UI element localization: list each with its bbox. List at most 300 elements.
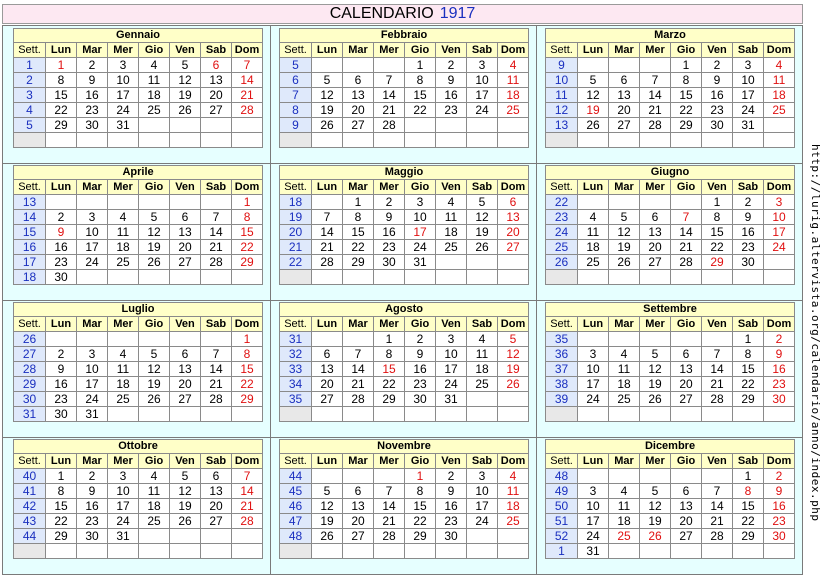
day-cell: 4 (764, 58, 795, 73)
day-cell (640, 469, 671, 484)
day-cell (609, 332, 640, 347)
week-number: 26 (14, 332, 46, 347)
day-cell: 18 (609, 377, 640, 392)
weekday-header: Dom (764, 180, 795, 195)
week-number: 46 (280, 499, 312, 514)
day-cell: 31 (733, 118, 764, 133)
day-cell (733, 544, 764, 559)
day-cell: 17 (578, 377, 609, 392)
day-cell: 26 (139, 392, 170, 407)
week-number-header: Sett. (14, 454, 46, 469)
day-cell (405, 544, 436, 559)
day-cell (343, 407, 374, 422)
week-row (14, 514, 263, 529)
day-cell: 14 (201, 225, 232, 240)
week-number (280, 133, 312, 148)
day-cell: 30 (374, 255, 405, 270)
day-cell: 4 (498, 58, 529, 73)
day-cell: 10 (77, 225, 108, 240)
day-cell: 19 (139, 240, 170, 255)
day-cell (46, 544, 77, 559)
day-cell: 16 (702, 88, 733, 103)
day-cell: 15 (46, 499, 77, 514)
day-cell (764, 133, 795, 148)
weekday-header: Mer (640, 317, 671, 332)
weekday-header: Ven (170, 317, 201, 332)
day-cell (139, 544, 170, 559)
day-cell: 3 (467, 58, 498, 73)
day-cell (343, 544, 374, 559)
day-cell: 23 (46, 392, 77, 407)
day-cell (671, 133, 702, 148)
week-row (280, 484, 529, 499)
day-cell (764, 118, 795, 133)
week-row (280, 407, 529, 422)
week-row (546, 255, 795, 270)
day-cell: 14 (343, 362, 374, 377)
week-row (546, 118, 795, 133)
week-row (14, 195, 263, 210)
day-cell: 2 (436, 58, 467, 73)
day-cell: 13 (343, 88, 374, 103)
day-cell: 10 (436, 347, 467, 362)
week-row (280, 270, 529, 285)
day-cell (467, 133, 498, 148)
day-cell (232, 118, 263, 133)
day-cell: 5 (312, 484, 343, 499)
day-cell (467, 407, 498, 422)
day-cell (498, 133, 529, 148)
day-cell: 1 (343, 195, 374, 210)
day-cell: 16 (436, 499, 467, 514)
month-calendar (13, 165, 263, 285)
grid-divider (3, 300, 802, 301)
week-row (546, 347, 795, 362)
day-cell: 13 (312, 362, 343, 377)
day-cell: 8 (405, 73, 436, 88)
day-cell: 22 (405, 514, 436, 529)
day-cell: 12 (498, 347, 529, 362)
day-cell: 21 (374, 514, 405, 529)
day-cell (467, 544, 498, 559)
day-cell: 9 (46, 225, 77, 240)
weekday-header: Lun (312, 454, 343, 469)
day-cell: 13 (640, 225, 671, 240)
day-cell: 22 (671, 103, 702, 118)
day-cell (312, 195, 343, 210)
day-cell: 20 (170, 240, 201, 255)
day-cell (232, 529, 263, 544)
week-number-header: Sett. (14, 180, 46, 195)
day-cell: 10 (764, 210, 795, 225)
day-cell (764, 544, 795, 559)
day-cell: 16 (46, 377, 77, 392)
day-cell: 27 (170, 255, 201, 270)
day-cell: 2 (46, 347, 77, 362)
week-row (280, 544, 529, 559)
day-cell: 9 (77, 73, 108, 88)
day-cell: 4 (609, 484, 640, 499)
day-cell: 14 (232, 73, 263, 88)
day-cell: 10 (405, 210, 436, 225)
day-cell (77, 544, 108, 559)
weekday-header: Mar (343, 454, 374, 469)
day-cell: 19 (640, 514, 671, 529)
day-cell: 2 (702, 58, 733, 73)
day-cell: 3 (733, 58, 764, 73)
day-cell: 13 (170, 362, 201, 377)
day-cell (77, 133, 108, 148)
day-cell (640, 133, 671, 148)
weekday-header: Ven (170, 180, 201, 195)
day-cell (578, 407, 609, 422)
day-cell: 28 (702, 529, 733, 544)
day-cell: 24 (467, 103, 498, 118)
day-cell: 13 (201, 73, 232, 88)
week-number: 49 (546, 484, 578, 499)
weekday-header: Mar (609, 180, 640, 195)
day-cell: 24 (405, 240, 436, 255)
day-cell: 17 (578, 514, 609, 529)
day-cell: 19 (170, 499, 201, 514)
day-cell (498, 270, 529, 285)
day-cell (343, 270, 374, 285)
day-cell: 22 (232, 377, 263, 392)
day-cell: 23 (405, 377, 436, 392)
day-cell: 18 (139, 88, 170, 103)
day-cell: 26 (498, 377, 529, 392)
week-number: 39 (546, 392, 578, 407)
day-cell: 21 (232, 88, 263, 103)
day-cell: 8 (374, 347, 405, 362)
week-row (546, 484, 795, 499)
day-cell (108, 270, 139, 285)
weekday-header: Mar (77, 43, 108, 58)
day-cell: 28 (343, 392, 374, 407)
weekday-header: Mar (609, 317, 640, 332)
day-cell (498, 544, 529, 559)
week-row (546, 377, 795, 392)
day-cell: 1 (405, 469, 436, 484)
week-number: 36 (546, 347, 578, 362)
day-cell: 19 (170, 88, 201, 103)
day-cell: 25 (609, 392, 640, 407)
day-cell: 3 (764, 195, 795, 210)
day-cell: 24 (764, 240, 795, 255)
weekday-header: Sab (467, 43, 498, 58)
day-cell: 26 (467, 240, 498, 255)
day-cell: 11 (498, 484, 529, 499)
day-cell: 23 (77, 103, 108, 118)
week-number: 31 (280, 332, 312, 347)
day-cell: 28 (374, 529, 405, 544)
weekday-header: Sab (733, 180, 764, 195)
week-number-header: Sett. (280, 180, 312, 195)
week-row (280, 103, 529, 118)
day-cell (108, 407, 139, 422)
day-cell: 11 (609, 362, 640, 377)
weekday-header: Ven (436, 454, 467, 469)
day-cell (671, 332, 702, 347)
day-cell (108, 195, 139, 210)
week-number: 51 (546, 514, 578, 529)
week-row (546, 133, 795, 148)
month-calendar (13, 302, 263, 422)
day-cell: 24 (108, 103, 139, 118)
week-number (14, 544, 46, 559)
day-cell: 26 (170, 103, 201, 118)
day-cell: 3 (108, 469, 139, 484)
weekday-header: Ven (436, 43, 467, 58)
day-cell: 7 (374, 73, 405, 88)
day-cell (467, 529, 498, 544)
day-cell (640, 270, 671, 285)
day-cell: 6 (312, 347, 343, 362)
day-cell (702, 270, 733, 285)
day-cell (702, 544, 733, 559)
day-cell: 10 (108, 484, 139, 499)
weekday-header: Sab (467, 454, 498, 469)
day-cell (139, 118, 170, 133)
day-cell: 11 (436, 210, 467, 225)
weekday-header: Gio (405, 317, 436, 332)
week-row (280, 347, 529, 362)
day-cell: 6 (609, 73, 640, 88)
day-cell (312, 469, 343, 484)
week-row (14, 544, 263, 559)
week-number: 24 (546, 225, 578, 240)
day-cell: 13 (671, 362, 702, 377)
day-cell: 9 (702, 73, 733, 88)
week-number-header: Sett. (280, 317, 312, 332)
day-cell: 7 (702, 347, 733, 362)
week-row (546, 392, 795, 407)
week-number: 22 (280, 255, 312, 270)
day-cell (609, 133, 640, 148)
day-cell: 24 (436, 377, 467, 392)
week-number (546, 407, 578, 422)
day-cell: 12 (139, 225, 170, 240)
day-cell: 4 (467, 332, 498, 347)
day-cell: 20 (671, 377, 702, 392)
day-cell: 8 (405, 484, 436, 499)
weekday-header: Mar (609, 454, 640, 469)
day-cell: 29 (232, 255, 263, 270)
week-number: 52 (546, 529, 578, 544)
day-cell: 6 (201, 58, 232, 73)
day-cell: 14 (232, 484, 263, 499)
day-cell: 7 (232, 469, 263, 484)
day-cell: 28 (232, 514, 263, 529)
week-number: 21 (280, 240, 312, 255)
day-cell: 6 (343, 73, 374, 88)
day-cell: 22 (733, 514, 764, 529)
weekday-header: Gio (671, 317, 702, 332)
week-number: 44 (14, 529, 46, 544)
day-cell: 3 (77, 210, 108, 225)
week-row (546, 270, 795, 285)
day-cell: 2 (764, 332, 795, 347)
week-row (14, 88, 263, 103)
day-cell: 11 (609, 499, 640, 514)
day-cell: 23 (436, 514, 467, 529)
week-row (14, 73, 263, 88)
day-cell: 6 (343, 484, 374, 499)
day-cell: 17 (77, 240, 108, 255)
day-cell: 9 (77, 484, 108, 499)
day-cell: 7 (640, 73, 671, 88)
day-cell: 25 (578, 255, 609, 270)
week-row (546, 499, 795, 514)
weekday-header: Mer (108, 454, 139, 469)
week-row (14, 103, 263, 118)
day-cell: 30 (77, 118, 108, 133)
weekday-header: Dom (498, 43, 529, 58)
day-cell: 24 (77, 392, 108, 407)
day-cell: 28 (671, 255, 702, 270)
day-cell: 30 (764, 529, 795, 544)
day-cell: 5 (467, 195, 498, 210)
day-cell (46, 195, 77, 210)
day-cell (640, 332, 671, 347)
day-cell: 29 (343, 255, 374, 270)
day-cell: 27 (609, 118, 640, 133)
day-cell: 29 (46, 529, 77, 544)
week-row (280, 392, 529, 407)
day-cell: 2 (405, 332, 436, 347)
day-cell (578, 270, 609, 285)
day-cell: 19 (640, 377, 671, 392)
week-number: 16 (14, 240, 46, 255)
weekday-header: Gio (139, 43, 170, 58)
month-name: Luglio (14, 303, 263, 317)
day-cell: 3 (436, 332, 467, 347)
week-row (280, 195, 529, 210)
weekday-header: Gio (671, 454, 702, 469)
day-cell: 19 (609, 240, 640, 255)
day-cell: 20 (671, 514, 702, 529)
day-cell (343, 332, 374, 347)
weekday-header: Dom (498, 180, 529, 195)
day-cell (609, 270, 640, 285)
day-cell: 23 (764, 377, 795, 392)
day-cell (374, 133, 405, 148)
day-cell (498, 407, 529, 422)
day-cell: 14 (374, 88, 405, 103)
day-cell: 20 (609, 103, 640, 118)
day-cell: 14 (671, 225, 702, 240)
weekday-header: Sab (467, 180, 498, 195)
day-cell: 13 (343, 499, 374, 514)
day-cell (139, 133, 170, 148)
week-number: 9 (280, 118, 312, 133)
week-row (546, 73, 795, 88)
day-cell (733, 133, 764, 148)
week-row (280, 118, 529, 133)
day-cell: 25 (764, 103, 795, 118)
week-number: 3 (14, 88, 46, 103)
day-cell: 27 (343, 118, 374, 133)
day-cell: 16 (46, 240, 77, 255)
weekday-header: Mar (609, 43, 640, 58)
day-cell: 16 (436, 88, 467, 103)
day-cell: 9 (405, 347, 436, 362)
day-cell (46, 332, 77, 347)
week-number: 6 (280, 73, 312, 88)
day-cell: 13 (609, 88, 640, 103)
week-number-header: Sett. (546, 317, 578, 332)
weekday-header: Lun (578, 317, 609, 332)
day-cell: 4 (436, 195, 467, 210)
day-cell: 7 (343, 347, 374, 362)
weekday-header: Mar (77, 454, 108, 469)
weekday-header: Lun (46, 317, 77, 332)
day-cell: 28 (201, 255, 232, 270)
weekday-header: Sab (733, 43, 764, 58)
day-cell: 7 (201, 347, 232, 362)
week-number: 50 (546, 499, 578, 514)
week-number: 34 (280, 377, 312, 392)
day-cell: 5 (139, 347, 170, 362)
day-cell: 9 (436, 484, 467, 499)
month-name: Aprile (14, 166, 263, 180)
day-cell: 15 (702, 225, 733, 240)
day-cell: 21 (343, 377, 374, 392)
week-number-header: Sett. (14, 317, 46, 332)
day-cell: 29 (232, 392, 263, 407)
day-cell: 24 (108, 514, 139, 529)
week-number: 11 (546, 88, 578, 103)
day-cell (170, 195, 201, 210)
day-cell: 11 (467, 347, 498, 362)
day-cell: 12 (467, 210, 498, 225)
day-cell (201, 270, 232, 285)
day-cell: 19 (312, 103, 343, 118)
day-cell: 19 (467, 225, 498, 240)
day-cell (671, 195, 702, 210)
week-row (14, 118, 263, 133)
day-cell: 11 (108, 362, 139, 377)
week-row (546, 88, 795, 103)
day-cell: 25 (498, 103, 529, 118)
day-cell: 24 (578, 392, 609, 407)
day-cell: 20 (312, 377, 343, 392)
day-cell: 10 (77, 362, 108, 377)
day-cell (671, 544, 702, 559)
month-name: Giugno (546, 166, 795, 180)
week-number: 48 (280, 529, 312, 544)
day-cell: 27 (343, 529, 374, 544)
week-number: 45 (280, 484, 312, 499)
day-cell (77, 270, 108, 285)
day-cell: 16 (764, 362, 795, 377)
day-cell: 7 (671, 210, 702, 225)
day-cell: 21 (201, 240, 232, 255)
week-number: 30 (14, 392, 46, 407)
day-cell: 13 (671, 499, 702, 514)
day-cell: 18 (498, 88, 529, 103)
weekday-header: Lun (578, 43, 609, 58)
weekday-header: Sab (201, 317, 232, 332)
day-cell: 19 (578, 103, 609, 118)
day-cell: 9 (46, 362, 77, 377)
day-cell: 25 (467, 377, 498, 392)
weekday-header: Mar (77, 317, 108, 332)
day-cell (170, 332, 201, 347)
day-cell: 12 (640, 362, 671, 377)
day-cell (139, 270, 170, 285)
day-cell: 13 (201, 484, 232, 499)
